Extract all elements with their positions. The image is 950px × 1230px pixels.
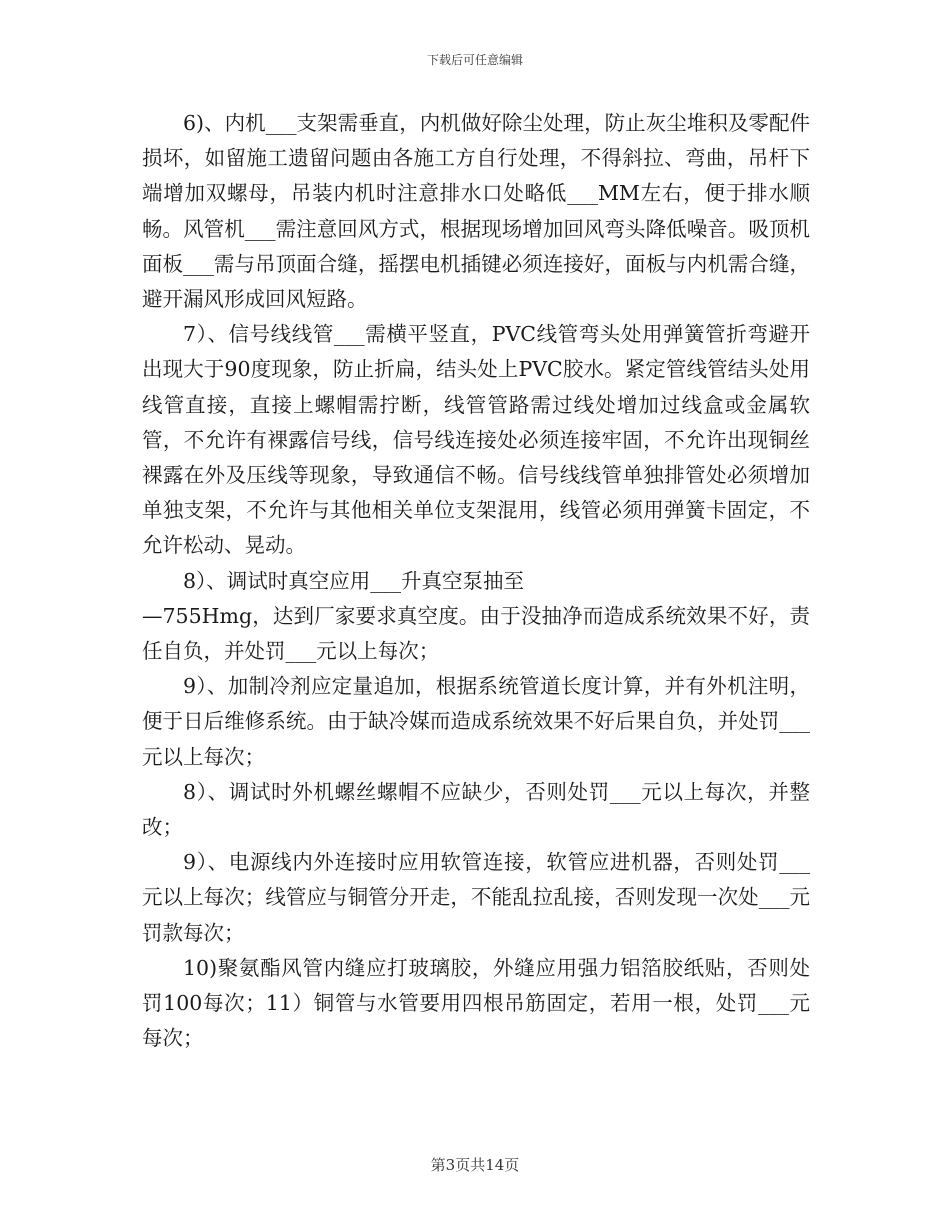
document-body	[142, 106, 810, 1056]
paragraph-6-indoor-unit: 6)、内机___支架需垂直，内机做好除尘处理，防止灰尘堆积及零配件损坏，如留施工遗留问题由各施工方自行处理，不得斜拉、弯曲，吊杆下端增加双螺母，吊装内机时注意排水口处略低___MM左右，便于排水顺畅。风管机___需注意回风方式，根据现场增加回风弯头降低噪音。吸顶机面板___需与吊顶面合缝，摇摆电机插键必须连接好，面板与内机需合缝，避开漏风形成回风短路。	[142, 111, 810, 312]
paragraph-9-power-cable: 9）、电源线内外连接时应用软管连接，软管应进机器，否则处罚___元以上每次；线管应与铜管分开走，不能乱拉乱接，否则发现一次处___元罚款每次；	[142, 850, 810, 945]
paragraph-8-screws: 8）、调试时外机螺丝螺帽不应缺少，否则处罚___元以上每次，并整改；	[142, 779, 810, 840]
page-number-footer: 第3页共14页	[430, 1156, 520, 1174]
paragraph-9-refrigerant: 9）、加制冷剂应定量追加，根据系统管道长度计算，并有外机注明，便于日后维修系统。由于缺冷媒而造成系统效果不好后果自负，并处罚___元以上每次；	[142, 674, 810, 769]
paragraph-8-vacuum: 8）、调试时真空应用___升真空泵抽至 —755Hmg，达到厂家要求真空度。由于没抽净而造成系统效果不好，责任自负，并处罚___元以上每次；	[142, 568, 810, 664]
page-header: 下载后可任意编辑	[426, 53, 523, 67]
paragraph-7-signal-conduit: 7）、信号线线管___需横平竖直，PVC线管弯头处用弹簧管折弯避开出现大于90度现象，防止折扁，结头处上PVC胶水。紧定管线管结头处用线管直接，直接上螺帽需拧断，线管管路需过线处增加过线盒或金属软管，不允许有裸露信号线，信号线连接处必须连接牢固，不允许出现铜丝裸露在外及压线等现象，导致通信不畅。信号线线管单独排管处必须增加单独支架，不允许与其他相关单位支架混用，线管必须用弹簧卡固定，不允许松动、晃动。	[142, 322, 810, 558]
paragraph-10-11-ducts-pipes: 10)聚氨酯风管内缝应打玻璃胶，外缝应用强力铝箔胶纸贴，否则处罚100每次；11）铜管与水管要用四根吊筋固定，若用一根，处罚___元每次；	[142, 955, 810, 1051]
